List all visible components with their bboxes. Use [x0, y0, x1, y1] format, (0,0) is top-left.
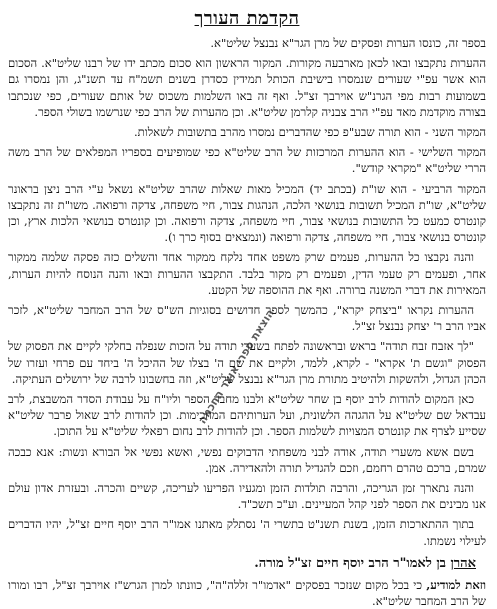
paragraph-source-4: המקור הרביעי - הוא שו"ת (בכתב יד) המכיל מאות שאלות שהרב שליט"א נשאל ע"י הרב ניצן בראונר שליט"א, שו"ת המכיל תשובות בנושאי הלכה, הנהגות צבור, חיי משפחה, צדקה ורפואה. משו"ת זה נתקבצו קונטרס כמעט כל התשובות בנושאי צבור, חיי משפחה, צדקה ורפואה. וכן קונטרס בנושאי הלכות ארץ, וכן קונטרס בנושאי צבור, חיי משפחה, צדקה ורפואה (ונמצאים בסוף כרך ו). [8, 181, 486, 245]
document-page [8, 6, 486, 608]
author-signature [8, 555, 486, 571]
paragraph-source-2: המקור השני - הוא תורה שבע"פ כפי שהדברים נמסרו מהרב בתשובות לשאלות. [133, 125, 486, 140]
closing-note-text: כי בכל מקום שנזכר בפסקים "אדמו"ר זללה"ה", כוונתו למרן הגרש"ז אוירבך זצ"ל, רבו ומורו של הרב המחבר שליט"א. [8, 577, 486, 608]
paragraph-family: בשם אשא משערי תודה, אודה לבני משפחתי הדבוקים נפשי, ואשא נפשי אל הבורא ונשות: אנא כבכה שמרם, ברכם טהרם רחמם, וזכם להגדיל תורה ולהאדירה. אמן. [8, 444, 486, 475]
paragraph-intro: בספר זה, כונסו הערות ופסקים של מרן הגר"א נבנצל שליט"א. [210, 36, 486, 50]
paragraph-thanks-torah: "לך אזבח זבח תודה" בראש ובראשונה לפתח בשערי תודה על הזכות שנפלה בחלקי לקיים את הפסוק של הפסוק "וגשם ת' אקרא" - לקרא, ללמד, ולקיים את שם ה' בצלו של ההיכל ה' ביחד עם פרחי ועזרו של הכהן הגדול, ולהשקות ולהיטיב מתורת מרן הגר"א נבנצל שליט"א, וזה בחשבונו לרבה של ירושלים העתיקה. [8, 339, 486, 386]
paragraph-acknowledgements: כאן המקום להודות לרב יוסף בן שחר שליט"א ולבנו מחבר הספר וליו"ח על עבודת הסדר המשבצת, לרב עבדאל שם שליט"א על ההגהה הלשונית, ועל הערותיהם המחכימות. וכן להודות לרב שאול פרבר שליט"א שסייע לצרף את קונטרס המצויות לשלמות הספר. וכן להודות לרב נחום רפאלי שליט"א על התוכן. [8, 392, 486, 439]
paragraph-delay: והנה נתארך זמן הגריכה, והרבה תולדות הזמן ומגעיו הפריעו לעריכה, קשיים והכרה. ובעזרת אדון עולם אנו מבינים את הספר לפני קהל המעיינים. וע"כ תשכ"ד. [8, 481, 486, 512]
page-title: הקדמת העורך [194, 8, 300, 29]
paragraph-compilation: והנה נקבצו כל ההערות, פעמים שרק משפט אחד נלקח ממקור אחד והשלים כזה פסקה שלמה ממקור אחר, ופעמים רק טעמי הדין, ופעמים רק מקור בלבד. התקבצו ההערות ובאו והנה הנוסח להיות הערות, המאירות את דברי המשנה ברורה. ואף את ההוספה של הקטע. [8, 250, 486, 297]
paragraph-source-1: ההערות נתקבצו ובאו לכאן מארבעה מקורות. המקור הראשון הוא סכום מכתב ידו של רבנו שליט"א. הסכום הוא אשר עפ"י שעורים שנמסרו בישיבת הכותל תמידין כסדרן בשנים תשמ"ח עד תשנ"ג, והן נמסרו גם בשמועות רבות מפי הגרנ"ש אוירבך זצ"ל. ואף זה באו השלמות משכוס של אותם שעורים, כפי שנכתבו בצורה מוקדמת מאד עפ"י הרב צבניה קלרמן שליט"א. וכן מהערות של הרב כפי שנרשמו בשולי הספר. [8, 56, 486, 119]
signature-text: בן לאמו"ר הרב יוסף חיים זצ"ל מורה. [254, 555, 446, 571]
paragraph-naming: ההערות נקראו "ביצחק יקרא", כהמשך לספר חדושים בסוגיות הש"ס של הרב המחבר שליט"א, לזכר אביו הרב ר' יצחק נבנצל זצ"ל. [8, 303, 486, 334]
closing-note-lead: וזאת למודיע, [426, 577, 486, 592]
signature-name: אהרן [450, 555, 476, 571]
watermark-stamp: הוצאת ספרי אוצר החכמה [195, 306, 277, 427]
paragraph-memorial: בתוך ההתארכות הזמן, בשנת תשנ"ט בתשרי ה' נסתלק מאתנו אמו"ר הרב יוסף חיים זצ"ל, יהיו הדברים לעילוי נשמתו. [8, 517, 486, 548]
closing-note [8, 577, 486, 609]
paragraph-source-3: המקור השלישי - הוא ההערות המרכזות של הרב שליט"א כפי שמופיעים בספריו המפלאים של הרב משה הררי שליט"א "מקראי קודש". [8, 145, 486, 176]
